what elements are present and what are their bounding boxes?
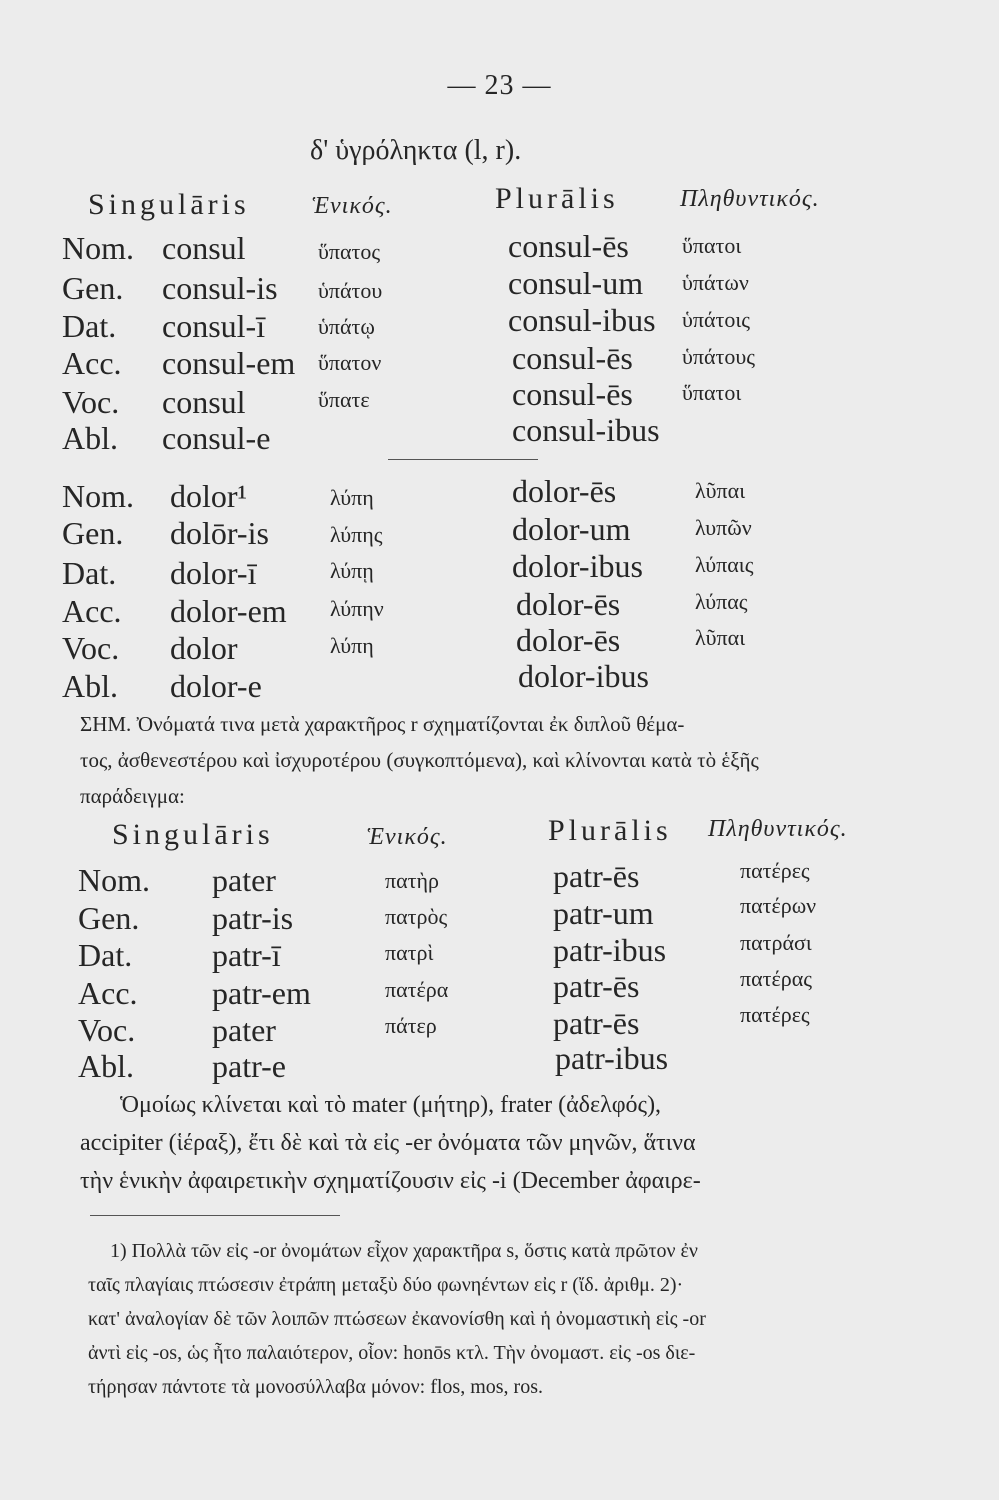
paragraph-line: Ὁμοίως κλίνεται καὶ τὸ mater (μήτηρ), frater (ἀδελφός), xyxy=(120,1092,662,1118)
singular-form: dolor-e xyxy=(170,668,262,704)
plural-greek: πατέρες xyxy=(740,858,810,883)
footnote-line: κατ' ἀναλογίαν δὲ τῶν λοιπῶν πτώσεων ἐκανονίσθη καὶ ἡ ὀνομαστικὴ εἰς -or xyxy=(88,1308,706,1330)
case-label: Voc. xyxy=(62,384,120,420)
footnote-divider xyxy=(90,1215,340,1216)
case-label: Voc. xyxy=(78,1012,136,1048)
case-label: Acc. xyxy=(78,975,138,1011)
singular-form: pater xyxy=(212,862,276,898)
header-plithyntikos: Πληθυντικός. xyxy=(680,186,820,212)
plural-form: dolor-ēs xyxy=(516,586,621,622)
singular-form: dolor¹ xyxy=(170,478,248,514)
singular-greek: πατὴρ xyxy=(385,868,439,893)
singular-greek: πατρὸς xyxy=(385,904,448,929)
singular-greek: ὑπάτου xyxy=(318,278,383,303)
singular-form: pater xyxy=(212,1012,276,1048)
singular-greek: λύπην xyxy=(330,596,384,621)
plural-greek: πατράσι xyxy=(740,930,812,955)
header-enikos: Ἑνικός. xyxy=(367,824,448,850)
case-label: Dat. xyxy=(62,555,117,591)
plural-form: consul-ēs xyxy=(508,228,629,264)
plural-form: consul-ibus xyxy=(512,412,660,448)
case-label: Abl. xyxy=(62,668,118,704)
singular-form: consul-e xyxy=(162,420,271,456)
singular-greek: λύπη xyxy=(330,485,374,510)
singular-greek: λύπη xyxy=(330,633,374,658)
plural-form: patr-ēs xyxy=(553,968,640,1004)
header-singularis: Singulāris xyxy=(112,818,274,851)
note-line: τος, ἀσθενεστέρου καὶ ἰσχυροτέρου (συγκοπτόμενα), καὶ κλίνονται κατὰ τὸ ἑξῆς xyxy=(80,748,759,772)
plural-greek: ὕπατοι xyxy=(682,380,742,405)
plural-form: consul-um xyxy=(508,265,644,301)
singular-form: patr-em xyxy=(212,975,311,1011)
singular-form: patr-ī xyxy=(212,937,281,973)
case-label: Nom. xyxy=(78,862,150,898)
plural-greek: πατέρων xyxy=(740,893,817,918)
singular-form: dolōr-is xyxy=(170,515,269,551)
singular-greek: λύπῃ xyxy=(330,558,374,583)
plural-form: consul-ibus xyxy=(508,302,656,338)
singular-greek: ὑπάτῳ xyxy=(318,314,375,339)
footnote-line: τήρησαν πάντοτε τὰ μονοσύλλαβα μόνον: flos, mos, ros. xyxy=(88,1376,543,1398)
plural-form: patr-ibus xyxy=(555,1040,669,1076)
singular-greek: λύπης xyxy=(330,522,383,547)
paragraph-line: accipiter (ἱέραξ), ἔτι δὲ καὶ τὰ εἰς -er ὀνόματα τῶν μηνῶν, ἅτινα xyxy=(80,1130,696,1156)
plural-greek: πατέρας xyxy=(740,966,812,991)
header-plithyntikos: Πληθυντικός. xyxy=(708,816,848,842)
plural-greek: ὑπάτοις xyxy=(682,307,750,332)
singular-form: consul-is xyxy=(162,270,278,306)
plural-form: patr-ēs xyxy=(553,1005,640,1041)
case-label: Voc. xyxy=(62,630,120,666)
case-label: Gen. xyxy=(62,270,124,306)
plural-greek: λῦπαι xyxy=(695,625,746,650)
page-number: — 23 — xyxy=(447,70,552,101)
header-enikos: Ἑνικός. xyxy=(312,193,393,219)
case-label: Nom. xyxy=(62,230,134,266)
singular-form: dolor-ī xyxy=(170,555,257,591)
paragraph-line: τὴν ἑνικὴν ἀφαιρετικὴν σχηματίζουσιν εἰς -i (December ἀφαιρε- xyxy=(80,1168,701,1194)
plural-form: dolor-ēs xyxy=(516,622,621,658)
plural-form: patr-um xyxy=(553,895,654,931)
singular-greek: πατρὶ xyxy=(385,940,434,965)
singular-greek: πάτερ xyxy=(385,1013,437,1038)
case-label: Acc. xyxy=(62,345,122,381)
singular-form: patr-is xyxy=(212,900,294,936)
case-label: Dat. xyxy=(62,308,117,344)
header-pluralis: Plurālis xyxy=(495,182,619,215)
singular-greek: ὕπατε xyxy=(318,387,370,412)
plural-greek: ὕπατοι xyxy=(682,233,742,258)
singular-form: consul-ī xyxy=(162,308,266,344)
header-singularis: Singulāris xyxy=(88,188,250,221)
case-label: Abl. xyxy=(62,420,118,456)
plural-greek: λύπας xyxy=(695,589,748,614)
singular-greek: ὕπατον xyxy=(318,350,382,375)
header-pluralis: Plurālis xyxy=(548,814,672,847)
plural-form: patr-ēs xyxy=(553,858,640,894)
plural-greek: ὑπάτων xyxy=(682,270,749,295)
case-label: Gen. xyxy=(78,900,140,936)
case-label: Nom. xyxy=(62,478,134,514)
plural-greek: λῦπαι xyxy=(695,478,746,503)
singular-form: dolor-em xyxy=(170,593,287,629)
singular-form: consul xyxy=(162,230,246,266)
singular-greek: ὕπατος xyxy=(318,239,381,264)
singular-form: patr-e xyxy=(212,1048,286,1084)
case-label: Gen. xyxy=(62,515,124,551)
plural-form: consul-ēs xyxy=(512,340,633,376)
section-divider xyxy=(388,459,538,460)
note-line: ΣΗΜ. Ὀνόματά τινα μετὰ χαρακτῆρος r σχηματίζονται ἐκ διπλοῦ θέμα- xyxy=(80,712,685,736)
singular-greek: πατέρα xyxy=(385,977,449,1002)
plural-greek: λυπῶν xyxy=(695,515,752,540)
section-heading: δ' ὑγρόληκτα (l, r). xyxy=(310,135,522,166)
singular-form: dolor xyxy=(170,630,238,666)
singular-form: consul xyxy=(162,384,246,420)
plural-form: dolor-ibus xyxy=(518,658,649,694)
footnote-line: 1) Πολλὰ τῶν εἰς -or ὀνομάτων εἶχον χαρακτῆρα s, ὅστις κατὰ πρῶτον ἐν xyxy=(110,1240,698,1262)
plural-form: dolor-um xyxy=(512,511,631,547)
case-label: Acc. xyxy=(62,593,122,629)
plural-form: dolor-ēs xyxy=(512,473,617,509)
note-line: παράδειγμα: xyxy=(80,784,185,808)
footnote-line: ἀντὶ εἰς -os, ὡς ἦτο παλαιότερον, οἷον: honōs κτλ. Τὴν ὀνομαστ. εἰς -os διε- xyxy=(88,1342,696,1364)
case-label: Dat. xyxy=(78,937,133,973)
plural-greek: πατέρες xyxy=(740,1002,810,1027)
case-label: Abl. xyxy=(78,1048,134,1084)
footnote-line: ταῖς πλαγίαις πτώσεσιν ἐτράπη μεταξὺ δύο φωνηέντων εἰς r (ἴδ. ἀριθμ. 2)· xyxy=(88,1274,684,1296)
plural-form: patr-ibus xyxy=(553,932,667,968)
singular-form: consul-em xyxy=(162,345,296,381)
plural-form: consul-ēs xyxy=(512,376,633,412)
plural-form: dolor-ibus xyxy=(512,548,643,584)
plural-greek: ὑπάτους xyxy=(682,344,755,369)
plural-greek: λύπαις xyxy=(695,552,754,577)
